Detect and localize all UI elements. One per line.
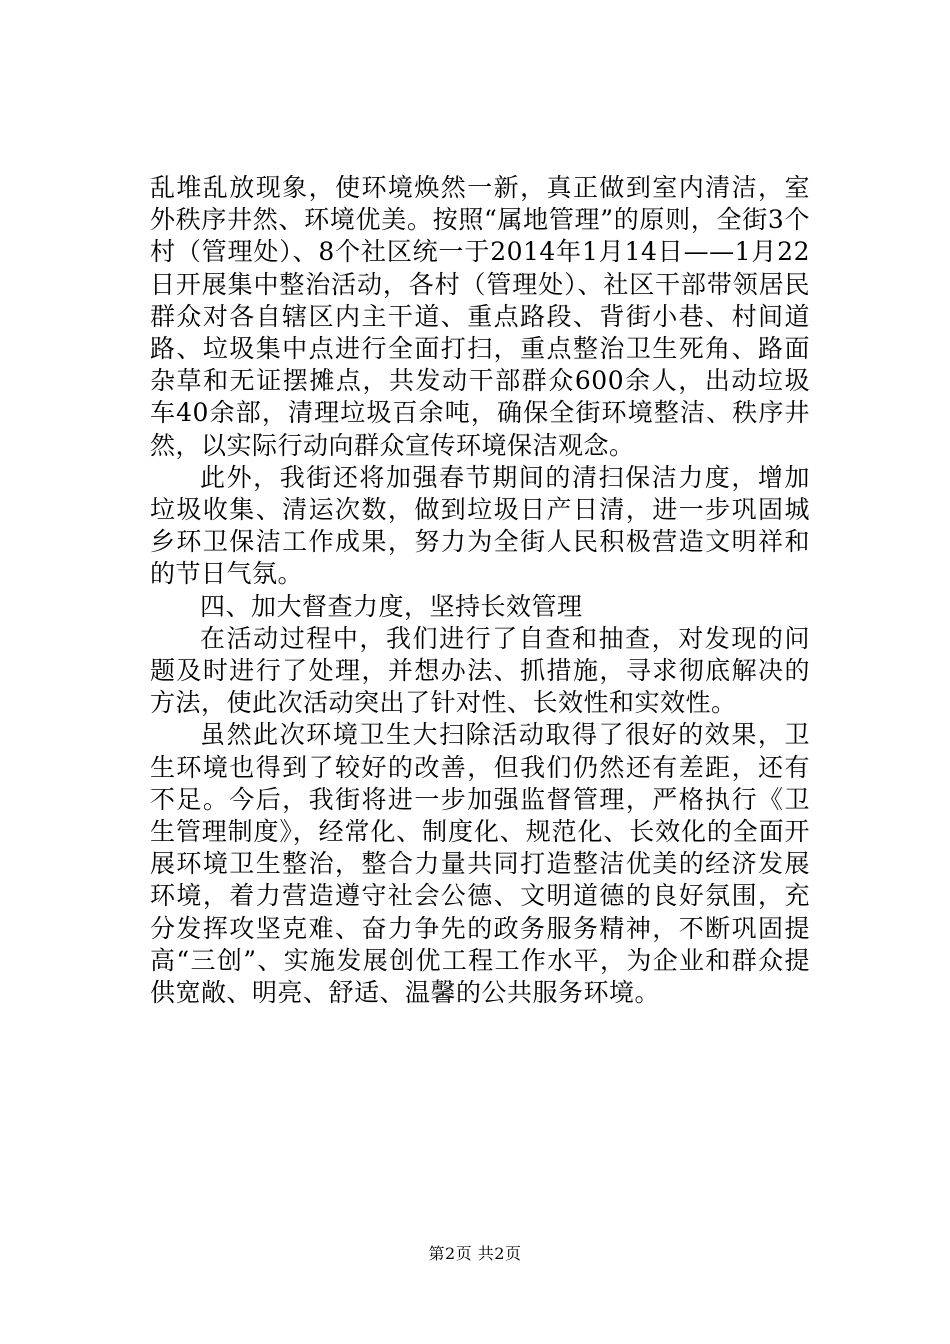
section-heading: 四、加大督查力度，坚持长效管理 <box>200 591 583 621</box>
document-body <box>150 172 810 1009</box>
paragraph-continued: 乱堆乱放现象，使环境焕然一新，真正做到室内清洁，室外秩序井然、环境优美。按照“属地管理”的原则，全街3个村（管理处）、8个社区统一于2014年1月14日——1月22日开展集中整治活动，各村（管理处）、社区干部带领居民群众对各自辖区内主干道、重点路段、背街小巷、村间道路、垃圾集中点进行全面打扫，重点整治卫生死角、路面杂草和无证摆摊点，共发动干部群众600余人，出动垃圾车40余部，清理垃圾百余吨，确保全街环境整洁、秩序井然，以实际行动向群众宣传环境保洁观念。 <box>150 173 810 460</box>
paragraph-inspection: 在活动过程中，我们进行了自查和抽查，对发现的问题及时进行了处理，并想办法、抓措施，寻求彻底解决的方法，使此次活动突出了针对性、长效性和实效性。 <box>150 623 810 718</box>
page-footer: 第2页 共2页 <box>428 1244 522 1263</box>
paragraph-conclusion: 虽然此次环境卫生大扫除活动取得了很好的效果，卫生环境也得到了较好的改善，但我们仍然还有差距，还有不足。今后，我街将进一步加强监督管理，严格执行《卫生管理制度》，经常化、制度化、规范化、长效化的全面开展环境卫生整治，整合力量共同打造整洁优美的经济发展环境，着力营造遵守社会公德、文明道德的良好氛围，充分发挥攻坚克难、奋力争先的政务服务精神，不断巩固提高“三创”、实施发展创优工程工作水平，为企业和群众提供宽敞、明亮、舒适、温馨的公共服务环境。 <box>150 720 810 1008</box>
paragraph-spring-festival: 此外，我街还将加强春节期间的清扫保洁力度，增加垃圾收集、清运次数，做到垃圾日产日清，进一步巩固城乡环卫保洁工作成果，努力为全街人民积极营造文明祥和的节日气氛。 <box>150 462 810 589</box>
